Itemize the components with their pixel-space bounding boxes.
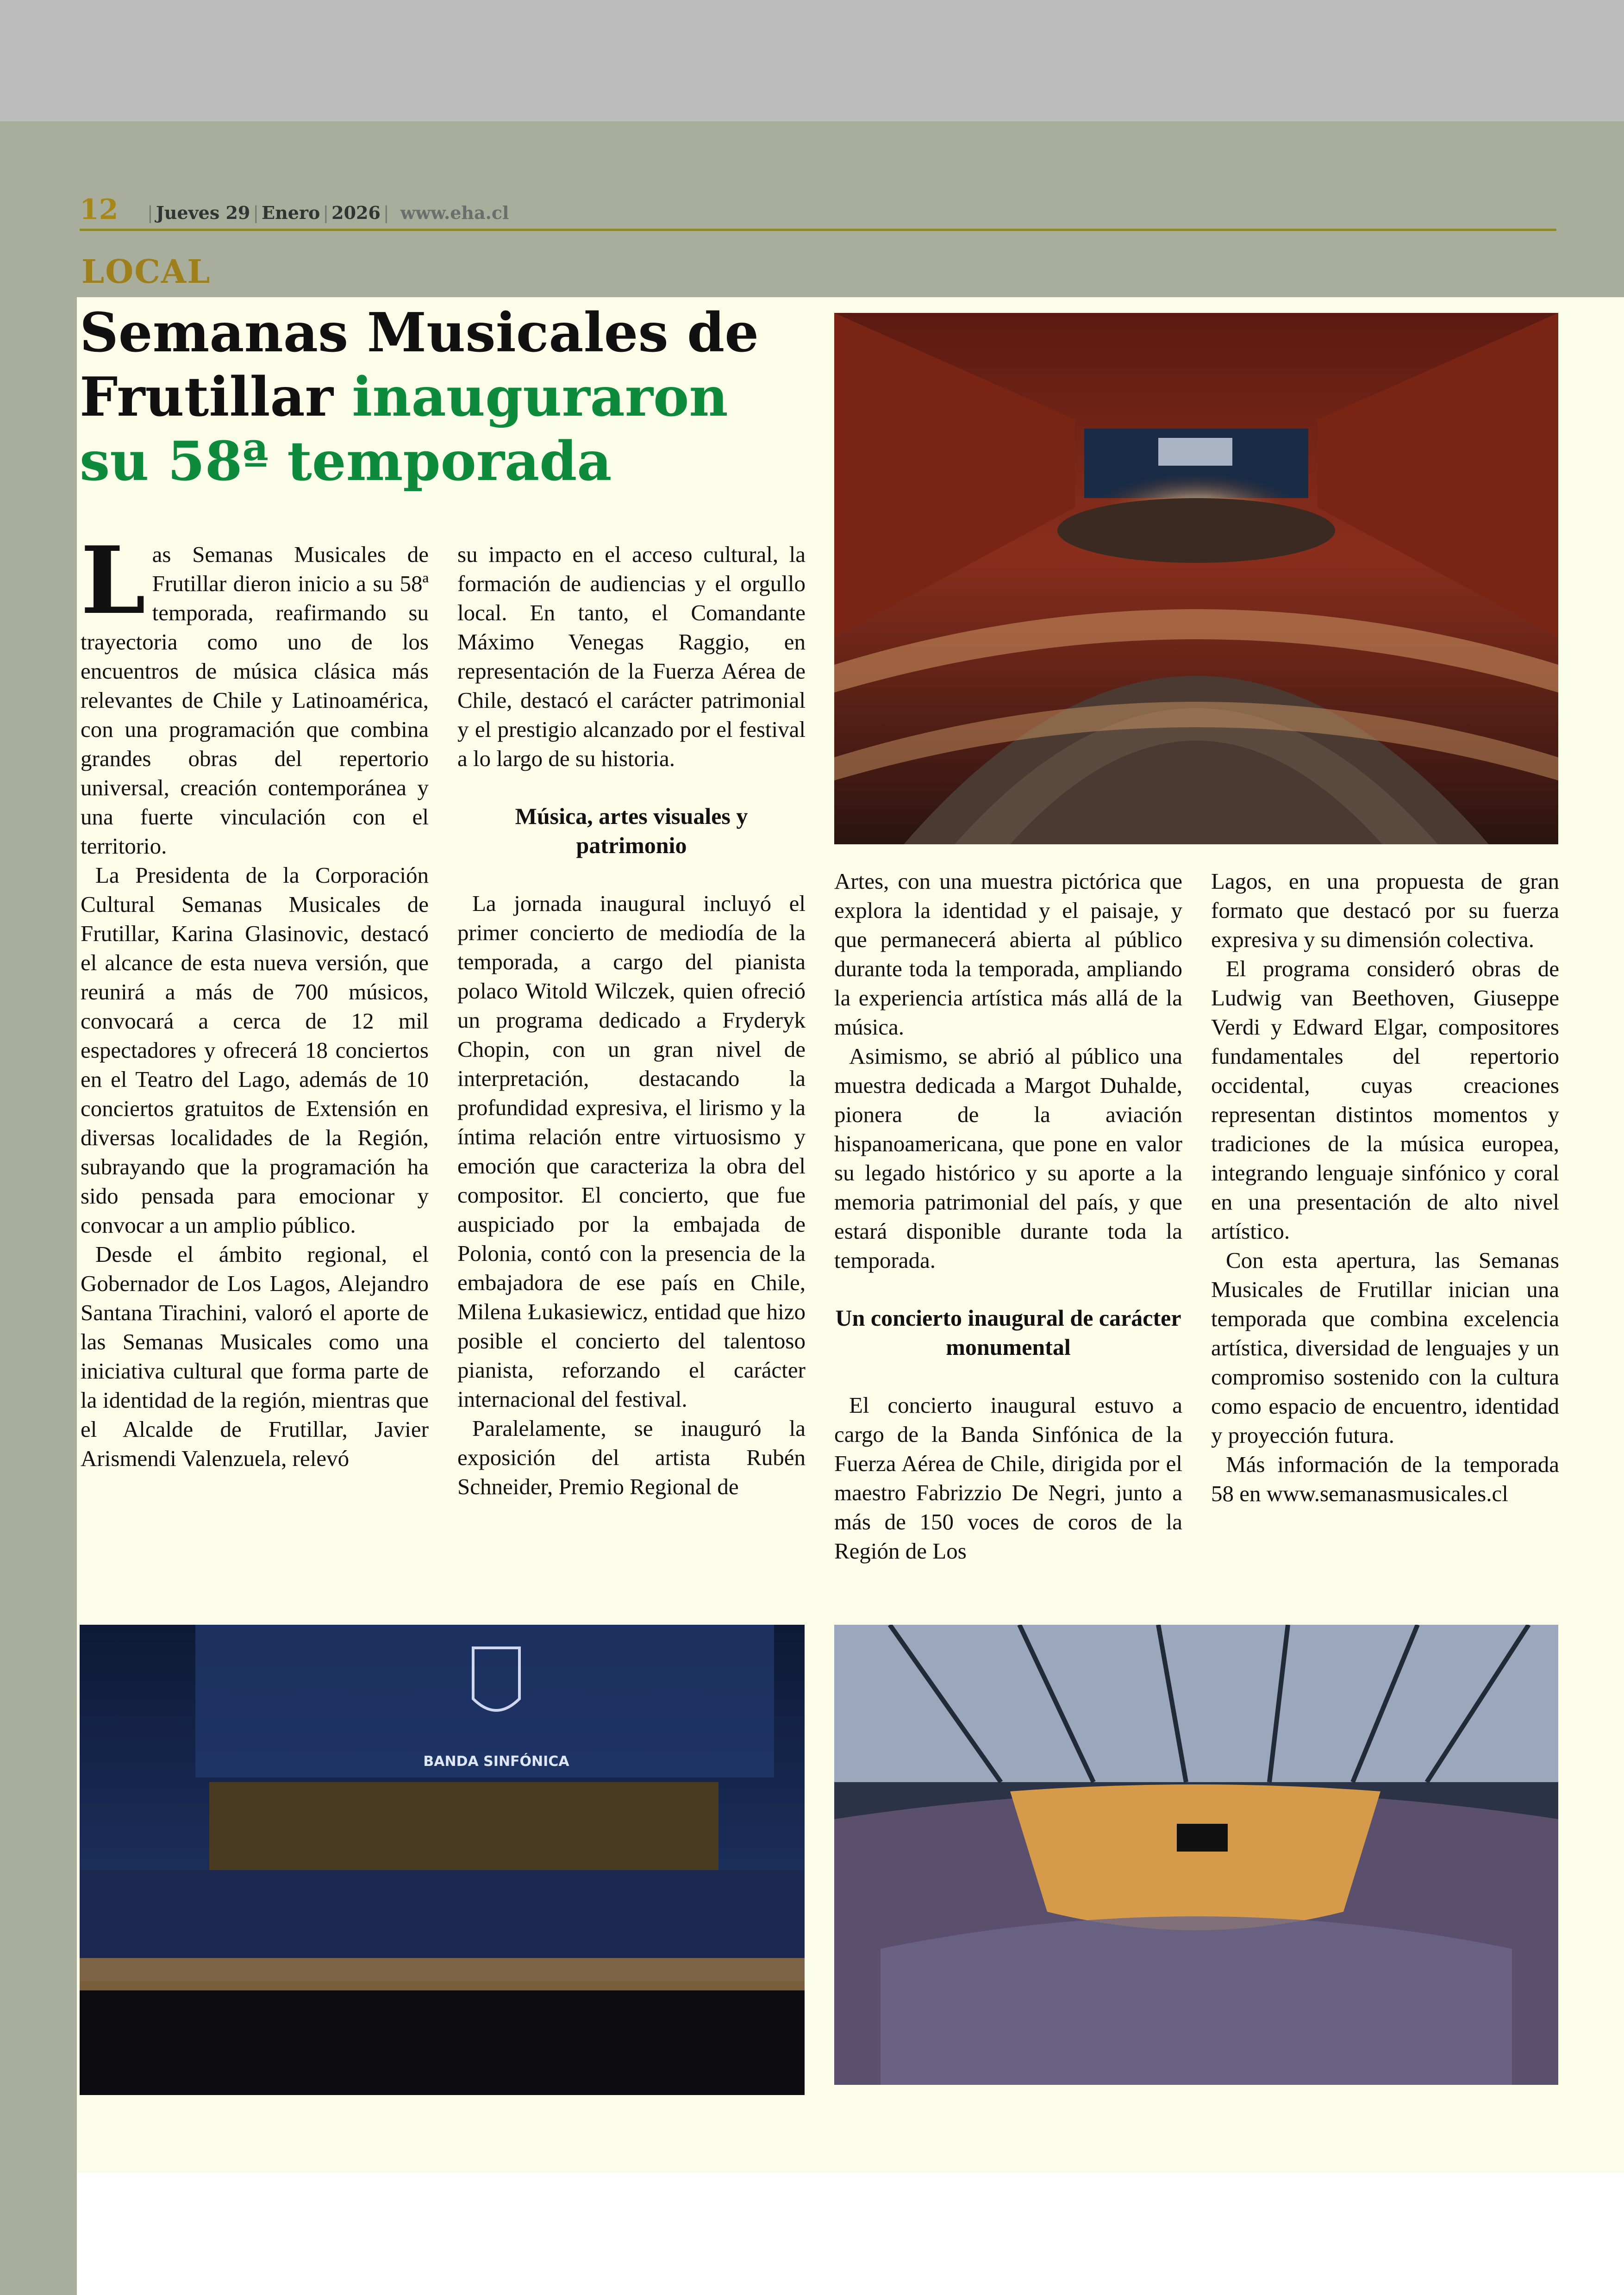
drop-cap: L bbox=[81, 526, 146, 635]
article-paragraph: Lagos, en una propuesta de gran formato que destacó por su fuerza expresiva y su dimensión colectiva. bbox=[1211, 868, 1559, 952]
header-month: Enero bbox=[262, 202, 320, 223]
header-website-link[interactable]: www.eha.cl bbox=[400, 202, 509, 223]
article-column-2 bbox=[457, 540, 806, 1501]
article-paragraph: Asimismo, se abrió al público una muestra dedicada a Margot Duhalde, pionera de la aviación hispanoamericana, que pone en valor su legado histórico y su aporte a la memoria patrimonial del país, y que estará disponible durante toda la temporada. bbox=[834, 1043, 1182, 1273]
article-paragraph: Más información de la temporada 58 en www.semanasmusicales.cl bbox=[1211, 1452, 1559, 1506]
article-paragraph: Artes, con una muestra pictórica que explora la identidad y el paisaje, y que permanecerá abierta al público durante toda la temporada, ampliando la experiencia artística más allá de la música. bbox=[834, 868, 1182, 1040]
page-header bbox=[80, 193, 1556, 231]
section-label: LOCAL bbox=[81, 252, 211, 291]
headline-part-green: inauguraron su 58ª temporada bbox=[80, 366, 728, 493]
article-paragraph: su impacto en el acceso cultural, la formación de audiencias y el orgullo local. En tanto, el Comandante Máximo Venegas Raggio, en representación de la Fuerza Aérea de Chile, destacó el carácter patrimonial y el prestigio alcanzado por el festival a lo largo de su historia. bbox=[457, 542, 806, 771]
article-paragraph: Las Semanas Musicales de Frutillar dieron inicio a su 58ª temporada, reafirmando su trayectoria como uno de los encuentros de música clásica más relevantes de Chile y Latinoamérica, con una programación que combina grandes obras del repertorio universal, creación contemporánea y una fuerte vinculación con el territorio. bbox=[81, 526, 429, 859]
band-sinfonica-photo bbox=[80, 1625, 805, 2095]
article-paragraph: Desde el ámbito regional, el Gobernador de Los Lagos, Alejandro Santana Tirachini, valoró el aporte de las Semanas Musicales como una iniciativa cultural que forma parte de la identidad de la región, mientras que el Alcalde de Frutillar, Javier Arismendi Valenzuela, relevó bbox=[81, 1241, 429, 1471]
concert-hall-photo bbox=[834, 313, 1558, 844]
article-paragraph: El concierto inaugural estuvo a cargo de la Banda Sinfónica de la Fuerza Aérea de Chile, dirigida por el maestro Fabrizzio De Negri, junto a más de 150 voces de coros de la Región de Los bbox=[834, 1392, 1182, 1564]
article-paragraph: La jornada inaugural incluyó el primer concierto de mediodía de la temporada, a cargo del pianista polaco Witold Wilczek, quien ofreció un programa dedicado a Fryderyk Chopin, con un gran nivel de interpretación, destacando la profundidad expresiva, el lirismo y la íntima relación entre virtuosismo y emoción que caracteriza la obra del compositor. El concierto, que fue auspiciado por la embajada de Polonia, contó con la presencia de la embajadora de ese país en Chile, Milena Łukasiewicz, entidad que hizo posible el concierto del talentoso pianista, reforzando el carácter internacional del festival. bbox=[457, 891, 806, 1412]
header-weekday: Jueves 29 bbox=[156, 202, 250, 223]
top-margin-bar bbox=[0, 0, 1624, 121]
article-headline bbox=[80, 301, 811, 494]
article-paragraph: El programa consideró obras de Ludwig van Beethoven, Giuseppe Verdi y Edward Elgar, compositores fundamentales del repertorio occidental, cuyas creaciones representan distintos momentos y tradiciones de la música europea, integrando lenguaje sinfónico y coral en una presentación de alto nivel artístico. bbox=[1211, 956, 1559, 1244]
article-column-1 bbox=[81, 526, 429, 1473]
header-year: 2026 bbox=[331, 202, 381, 223]
article-paragraph: La Presidenta de la Corporación Cultural Semanas Musicales de Frutillar, Karina Glasinovic, destacó el alcance de esta nueva versión, que reunirá a más de 700 músicos, convocará a cerca de 12 mil espectadores y ofrecerá 18 conciertos en el Teatro del Lago, además de 10 conciertos gratuitos de Extensión en diversas localidades de la Región, subrayando que la programación ha sido pensada para emocionar y convocar a un amplio público. bbox=[81, 862, 429, 1238]
article-paragraph: Con esta apertura, las Semanas Musicales de Frutillar inician una temporada que combina excelencia artística, diversidad de lenguajes y un compromiso sostenido con la cultura como espacio de encuentro, identidad y proyección futura. bbox=[1211, 1247, 1559, 1448]
page-number: 12 bbox=[80, 193, 119, 226]
headline-part-black: Semanas Musicales de Frutillar bbox=[80, 301, 759, 429]
subheading-musica-artes: Música, artes visuales y patrimonio bbox=[515, 803, 748, 858]
article-paragraph: Paralelamente, se inauguró la exposición del artista Rubén Schneider, Premio Regional de bbox=[457, 1416, 806, 1499]
article-column-3 bbox=[834, 867, 1182, 1565]
band-screen-label: BANDA SINFÓNICA bbox=[423, 1753, 569, 1770]
header-date: | Jueves 29 | Enero | 2026 | bbox=[147, 202, 389, 223]
left-margin-strip bbox=[0, 297, 77, 2295]
piano-concert-photo bbox=[834, 1625, 1558, 2085]
article-column-4 bbox=[1211, 867, 1559, 1508]
subheading-concierto-inaugural: Un concierto inaugural de carácter monumental bbox=[835, 1305, 1181, 1360]
